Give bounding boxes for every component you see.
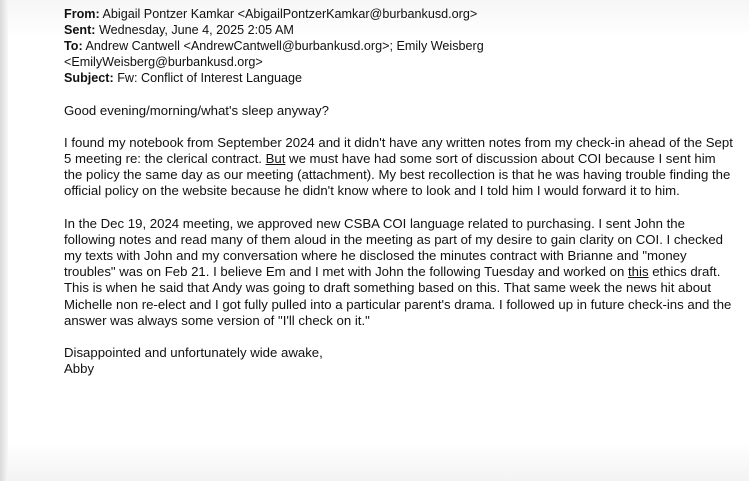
underlined-but: But: [265, 150, 286, 166]
subject-line: [64, 71, 734, 87]
email-message: [64, 7, 734, 377]
paragraph-1-text-a: I found my notebook from September 2024 and it didn't have any written notes from my check-in ahead of the Sept 5 meeting re: the clerical contract.: [64, 134, 733, 166]
closing-line: Disappointed and unfortunately wide awake,: [64, 344, 323, 360]
sent-line: [64, 23, 734, 39]
to-line-continued: [64, 55, 734, 71]
signoff: [64, 345, 734, 377]
paragraph-2-text-a: In the Dec 19, 2024 meeting, we approved new CSBA COI language related to purchasing. I sent John the following notes and read many of them aloud in the meeting as part of my desire to gain clarity on COI. I checked my texts with John and my conversation where he disclosed the minutes contract with Brianne and "money troubles" was on Feb 21. I believe Em and I met with John the following Tuesday and worked on: [64, 215, 723, 280]
greeting: Good evening/morning/what's sleep anyway?: [64, 102, 329, 118]
signature-name: Abby: [64, 361, 95, 377]
paragraph-2-text-c: ethics draft. This is when he said that Andy was going to draft something based on this. That same week the news hit about Michelle non re-elect and I got fully pulled into a particular parent's drama. I followed up in future check-ins and the answer was always some version of "I'll check on it.": [64, 264, 732, 328]
from-line: [64, 7, 734, 23]
sent-label: Sent:: [64, 22, 96, 37]
to-line: [64, 39, 734, 55]
to-value[interactable]: Andrew Cantwell <AndrewCantwell@burbankusd.org>; Emily Weisberg: [85, 38, 484, 53]
to-value-continued[interactable]: <EmilyWeisberg@burbankusd.org>: [64, 54, 263, 69]
from-label: From:: [64, 7, 100, 21]
body-paragraph-2: [64, 216, 734, 329]
subject-label: Subject:: [64, 70, 114, 85]
to-label: To:: [64, 38, 83, 53]
paragraph-1-text-c: we must have had some sort of discussion about COI because I sent him the policy the same day as our meeting (attachment). My best recollection is that he was having trouble finding the official policy on the website because he didn't know where to look and I told him I would forward it to him.: [64, 150, 731, 199]
subject-value: Fw: Conflict of Interest Language: [117, 70, 302, 85]
sent-value: Wednesday, June 4, 2025 2:05 AM: [98, 22, 294, 37]
email-header: [64, 7, 734, 87]
from-value[interactable]: Abigail Pontzer Kamkar <AbigailPontzerKamkar@burbankusd.org>: [102, 7, 478, 21]
body-paragraph-1: [64, 135, 734, 200]
ethics-draft-link[interactable]: this: [628, 264, 649, 280]
page-edge-shadow: [0, 0, 8, 481]
